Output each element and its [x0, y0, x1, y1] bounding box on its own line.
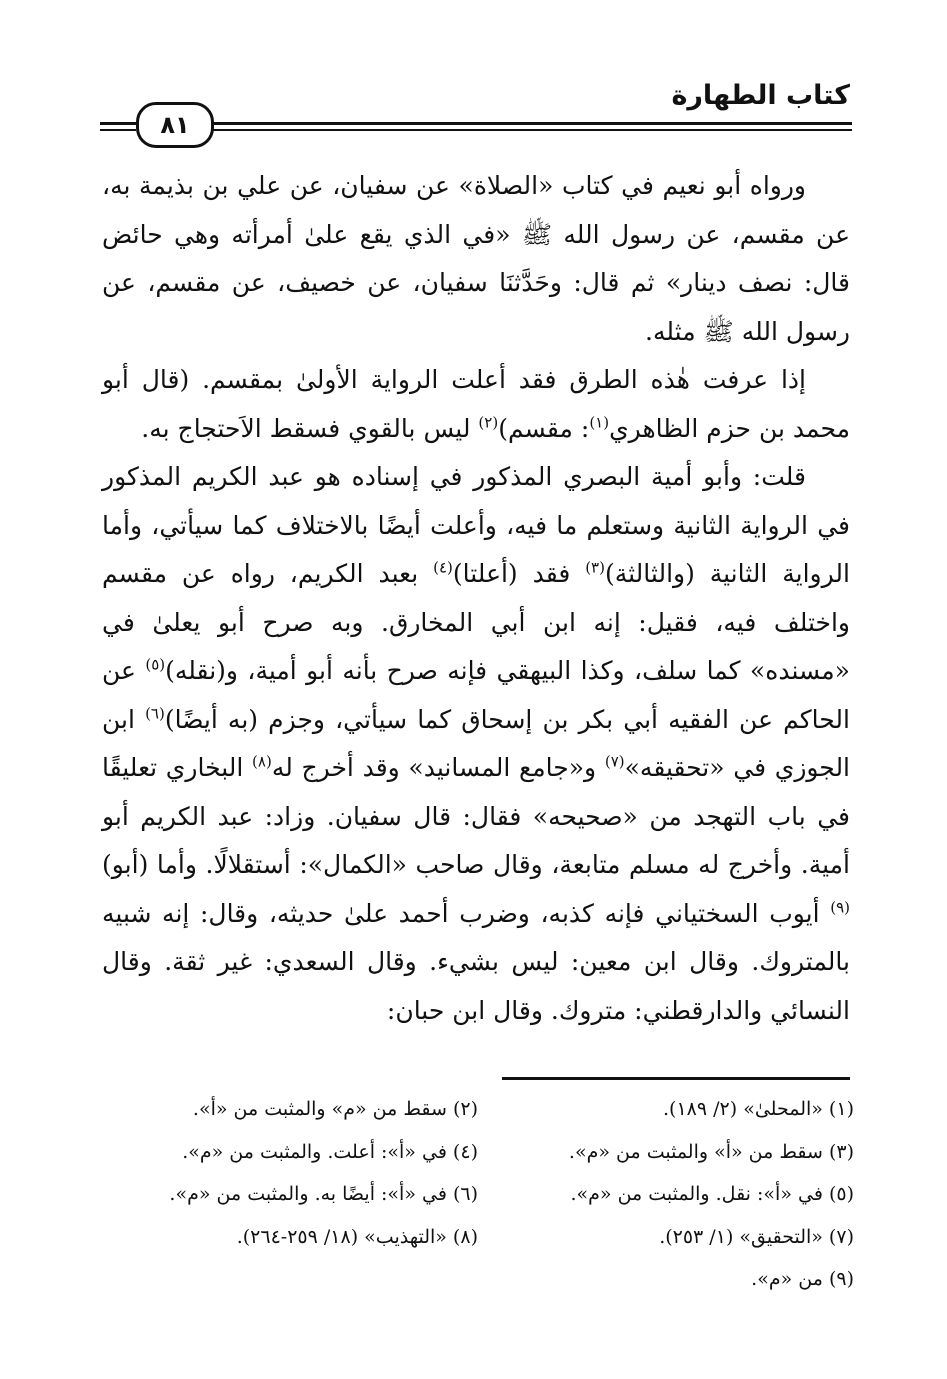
running-title: كتاب الطهارة: [671, 80, 850, 111]
text-segment: : مقسم): [498, 413, 590, 443]
page-header: [100, 78, 852, 140]
header-rule: [210, 122, 852, 125]
footnote: (٢) سقط من «م» والمثبت من «أ».: [192, 1098, 478, 1121]
footnote-ref: (٣): [585, 558, 605, 577]
footnote-ref: (٥): [145, 655, 166, 674]
footnote-separator: [502, 1077, 850, 1080]
main-text: [102, 162, 850, 1035]
footnote-ref: (١): [589, 413, 610, 432]
paragraph: [102, 162, 850, 356]
text-segment: عن الحاكم عن الفقيه أبي بكر بن إسحاق كما سيأتي، وجزم (به أيضًا): [102, 656, 850, 734]
footnote-ref: (٦): [145, 704, 165, 723]
footnote: (٦) في «أ»: أيضًا به. والمثبت من «م».: [169, 1183, 478, 1206]
footnote-row: [102, 1131, 854, 1174]
text-segment: قلت: وأبو أمية البصري المذكور في إسناده هو عبد الكريم المذكور في الرواية الثانية وستعلم ما فيه، وأعلت أيضًا بالاختلاف كما سيأتي، وأما الرواية الثانية (والثالثة): [102, 462, 850, 588]
footnote-row: [102, 1088, 854, 1131]
footnote-ref: (٩): [830, 898, 850, 917]
footnote: (٨) «التهذيب» (١٨/ ٢٥٩-٢٦٤).: [236, 1225, 478, 1248]
text-segment: ليس بالقوي فسقط الاَحتجاج به.: [141, 413, 479, 443]
paragraph: [102, 356, 850, 453]
footnote-row: [102, 1258, 854, 1301]
header-rule: [100, 129, 136, 131]
footnote-ref: (٧): [604, 752, 625, 771]
text-segment: إذا عرفت هٰذه الطرق فقد أعلت الرواية الأولىٰ بمقسم. (قال أبو محمد بن حزم الظاهري: [102, 365, 850, 443]
text-segment: فقد (أعلتا): [452, 559, 586, 588]
text-segment: ابن الجوزي في «تحقيقه»: [102, 704, 851, 782]
text-segment: ورواه أبو نعيم في كتاب «الصلاة» عن سفيان، عن علي بن بذيمة به، عن مقسم، عن رسول الله ﷺ «في الذي يقع علىٰ أمرأته وهي حائض قال: نصف دينار» ثم قال: وحَدَّثنَا سفيان، عن خصيف، عن مقسم، عن رسول الله ﷺ مثله.: [102, 171, 850, 346]
footnote: (٩) من «م».: [751, 1268, 854, 1291]
text-segment: و«جامع المسانيد» وقد أخرج له: [271, 753, 605, 782]
footnote-row: [102, 1173, 854, 1216]
footnote: (٣) سقط من «أ» والمثبت من «م».: [568, 1140, 854, 1163]
page-number: ٨١: [136, 102, 214, 148]
footnote: (٥) في «أ»: نقل. والمثبت من «م».: [570, 1183, 854, 1206]
footnote-ref: (٤): [433, 558, 453, 577]
text-segment: البخاري تعليقًا في باب التهجد من «صحيحه» فقال: قال سفيان. وزاد: عبد الكريم أبو أمية. وأخرج له مسلم متابعة، وقال صاحب «الكمال»: أستقلالًا. وأما (أبو): [102, 753, 850, 879]
header-rule: [100, 122, 136, 125]
text-segment: بعبد الكريم، رواه عن مقسم واختلف فيه، فقيل: إنه ابن أبي المخارق. وبه صرح أبو يعلىٰ في «مسنده» كما سلف، وكذا البيهقي فإنه صرح بأنه أبو أمية، و(نقله): [102, 559, 850, 685]
footnote-row: [102, 1216, 854, 1259]
footnote-ref: (٢): [478, 413, 499, 432]
footnotes: [102, 1088, 854, 1301]
header-rule: [210, 129, 852, 131]
text-segment: أيوب السختياني فإنه كذبه، وضرب أحمد علىٰ حديثه، وقال: إنه شبيه بالمتروك. وقال ابن معين: ليس بشيء. وقال السعدي: غير ثقة. وقال النسائي والدارقطني: متروك. وقال ابن حبان:: [102, 898, 850, 1025]
footnote: (٧) «التحقيق» (١/ ٢٥٣).: [659, 1225, 854, 1248]
footnote: (٤) في «أ»: أعلت. والمثبت من «م».: [182, 1140, 478, 1163]
footnote-ref: (٨): [252, 752, 272, 771]
paragraph: [102, 453, 850, 1035]
footnote: (١) «المحلىٰ» (٢/ ١٨٩).: [663, 1098, 854, 1121]
